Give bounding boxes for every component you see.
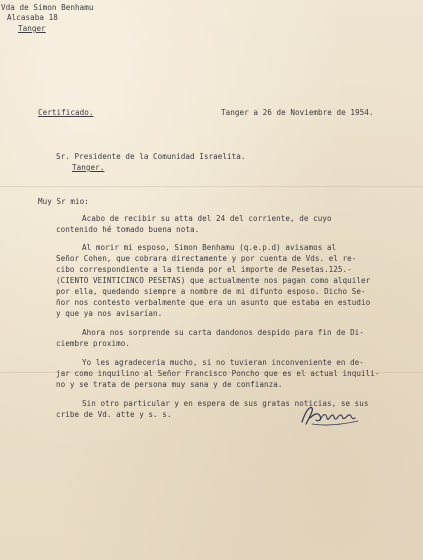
sender-name: Vda de Simon Benhamu (1, 3, 94, 12)
body-line: y que ya nos avisarían. (56, 309, 163, 318)
handwritten-signature (300, 400, 360, 430)
body-line: Acabo de recibir su atta del 24 del corriente, de cuyo (82, 214, 332, 223)
body-line: Señor Cohen, que cobrara directamente y por cuenta de Vds. el re- (56, 254, 357, 263)
certified-label: Certificado. (38, 108, 94, 117)
body-line: (CIENTO VEINTICINCO PESETAS) que actualmente nos pagan como alquiler (56, 276, 371, 285)
body-line: jar como inquilino al Señor Francisco Poncho que es el actual inquili- (56, 369, 380, 378)
body-line: cribe de Vd. atte y s. s. (56, 410, 172, 419)
body-line: ciembre proximo. (56, 339, 130, 348)
body-line: cibo correspondiente a la tienda por el importe de Pesetas.125.- (56, 265, 352, 274)
sender-street: Alcasaba 18 (7, 13, 58, 22)
body-line: Al morir mi esposo, Simon Benhamu (q.e.p.d) avisamos al (82, 243, 337, 252)
recipient-city: Tanger. (72, 163, 105, 172)
body-line: Ahora nos sorprende su carta dandonos despido para fin de Di- (82, 328, 364, 337)
recipient-title: Sr. Presidente de la Comunidad Israelita. (56, 152, 246, 161)
sender-city: Tanger (18, 24, 46, 33)
body-line: Yo les agradeceria mucho, si no tuvieran inconveniente en de- (82, 358, 364, 367)
body-line: Sin otro particular y en espera de sus gratas noticias, se sus (82, 399, 369, 408)
body-line: por ella, quedando siempre a nombre de mi difunto esposo. Dicho Se- (56, 287, 366, 296)
body-line: ñor nos contesto verbalmente que era un asunto que estaba en estudio (56, 298, 371, 307)
body-line: no y se trata de persona muy sana y de confianza. (56, 380, 283, 389)
body-line: contenido hé tomado buena nota. (56, 225, 200, 234)
fold-crease (0, 186, 423, 187)
salutation: Muy Sr mio: (38, 197, 89, 206)
letter-date: Tanger a 26 de Noviembre de 1954. (221, 108, 374, 117)
